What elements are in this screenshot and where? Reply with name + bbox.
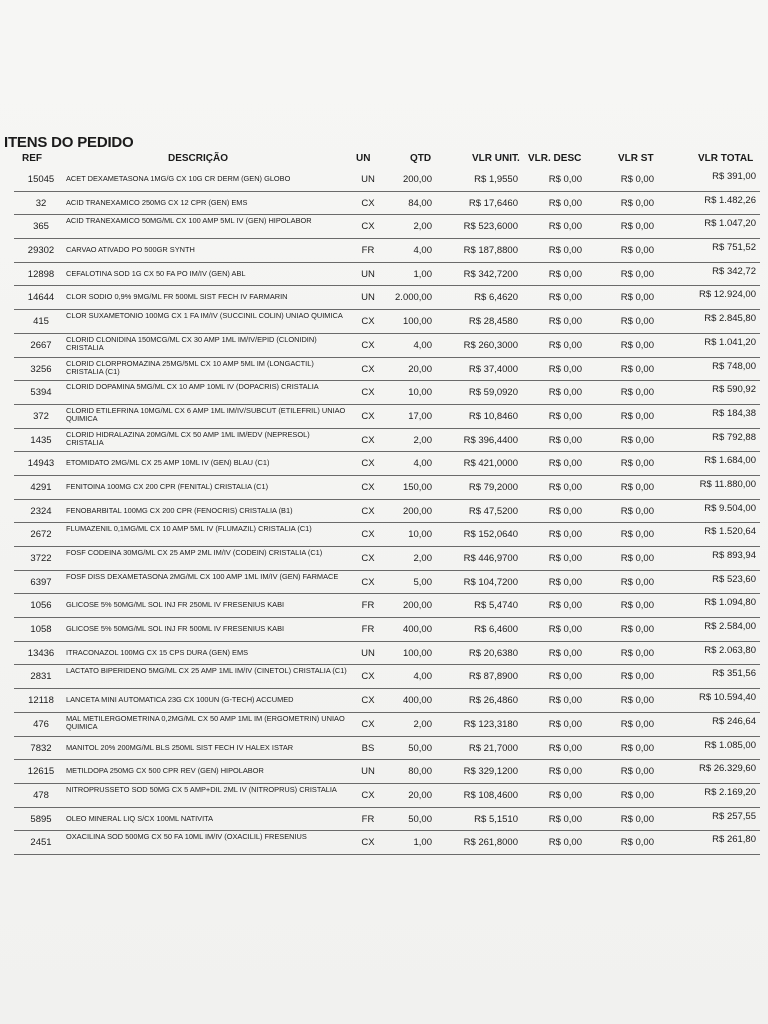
item-description: LANCETA MINI AUTOMATICA 23G CX 100UN (G-TECH) ACCUMED	[66, 695, 294, 705]
item-unit: CX	[361, 363, 375, 375]
item-unit: CX	[361, 458, 375, 470]
item-quantity: 4,00	[413, 458, 432, 470]
table-row	[0, 239, 768, 263]
item-description: FENITOINA 100MG CX 200 CPR (FENITAL) CRISTALIA (C1)	[66, 481, 269, 491]
item-quantity: 84,00	[408, 197, 432, 209]
item-unit-price: R$ 20,6380	[468, 647, 518, 659]
item-description: FOSF CODEINA 30MG/ML CX 25 AMP 2ML IM/IV (CODEIN) CRISTALIA (C1)	[66, 548, 323, 557]
table-row	[0, 642, 768, 666]
item-discount: R$ 0,00	[548, 221, 582, 233]
item-quantity: 2,00	[413, 434, 432, 446]
item-st-value: R$ 0,00	[620, 481, 654, 493]
item-total: R$ 751,52	[712, 242, 756, 254]
table-row	[0, 547, 768, 571]
item-quantity: 5,00	[413, 576, 432, 588]
item-description: FENOBARBITAL 100MG CX 200 CPR (FENOCRIS) CRISTALIA (B1)	[66, 505, 293, 515]
item-description: CEFALOTINA SOD 1G CX 50 FA PO IM/IV (GEN) ABL	[66, 268, 246, 278]
item-discount: R$ 0,00	[548, 458, 582, 470]
item-unit: CX	[361, 718, 375, 730]
item-quantity: 200,00	[402, 505, 432, 517]
item-total: R$ 246,64	[712, 715, 756, 727]
item-quantity: 10,00	[408, 529, 432, 541]
item-description: MAL METILERGOMETRINA 0,2MG/ML CX 50 AMP 1ML IM (ERGOMETRIN) UNIAO QUIMICA	[66, 713, 345, 732]
table-row	[0, 405, 768, 429]
item-unit-price: R$ 37,4000	[468, 363, 518, 375]
item-unit-price: R$ 523,6000	[463, 221, 518, 233]
item-ref: 5895	[30, 813, 52, 825]
item-unit-price: R$ 10,8460	[468, 410, 518, 422]
item-unit-price: R$ 108,4600	[463, 789, 518, 801]
col-vlr-desc: VLR. DESC	[528, 153, 582, 164]
item-discount: R$ 0,00	[548, 245, 582, 257]
table-row	[0, 760, 768, 784]
item-st-value: R$ 0,00	[620, 529, 654, 541]
col-ref: REF	[22, 153, 42, 164]
item-description: FOSF DISS DEXAMETASONA 2MG/ML CX 100 AMP 1ML IM/IV (GEN) FARMACE	[66, 571, 339, 581]
item-quantity: 2.000,00	[395, 292, 432, 304]
item-total: R$ 1.520,64	[704, 526, 756, 538]
item-discount: R$ 0,00	[548, 647, 582, 659]
table-row	[0, 665, 768, 689]
item-st-value: R$ 0,00	[620, 387, 654, 399]
item-quantity: 150,00	[402, 481, 432, 493]
item-quantity: 200,00	[402, 174, 432, 185]
item-discount: R$ 0,00	[548, 813, 582, 825]
item-st-value: R$ 0,00	[620, 434, 654, 446]
item-ref: 476	[33, 718, 49, 730]
item-discount: R$ 0,00	[548, 505, 582, 517]
item-unit: UN	[361, 766, 375, 778]
item-total: R$ 184,38	[712, 407, 756, 419]
table-row	[0, 452, 768, 476]
item-ref: 2667	[30, 339, 52, 351]
item-unit: CX	[361, 576, 375, 588]
item-total: R$ 1.041,20	[704, 336, 756, 348]
item-description: ACET DEXAMETASONA 1MG/G CX 10G CR DERM (GEN) GLOBO	[66, 174, 291, 183]
item-total: R$ 2.584,00	[704, 621, 756, 633]
item-unit: CX	[361, 695, 375, 707]
col-un: UN	[356, 153, 371, 164]
item-discount: R$ 0,00	[548, 837, 582, 849]
item-ref: 14943	[27, 458, 55, 470]
item-unit: UN	[361, 174, 375, 185]
item-unit-price: R$ 261,8000	[463, 837, 518, 849]
item-description: OLEO MINERAL LIQ S/CX 100ML NATIVITA	[66, 813, 214, 823]
item-total: R$ 1.085,00	[704, 739, 756, 751]
item-quantity: 400,00	[402, 695, 432, 707]
item-total: R$ 12.924,00	[698, 289, 756, 301]
item-discount: R$ 0,00	[548, 789, 582, 801]
item-unit-price: R$ 21,7000	[468, 742, 518, 754]
item-ref: 12898	[27, 268, 55, 280]
item-description: CLORID CLONIDINA 150MCG/ML CX 30 AMP 1ML IM/IV/EPID (CLONIDIN) CRISTALIA	[66, 334, 317, 353]
item-unit: CX	[361, 434, 375, 446]
table-row	[0, 381, 768, 405]
item-st-value: R$ 0,00	[620, 363, 654, 375]
item-discount: R$ 0,00	[548, 363, 582, 375]
item-st-value: R$ 0,00	[620, 174, 654, 185]
item-ref: 29302	[27, 245, 55, 257]
item-ref: 2324	[30, 505, 52, 517]
item-unit: UN	[361, 647, 375, 659]
table-row	[0, 618, 768, 642]
item-unit-price: R$ 152,0640	[463, 529, 518, 541]
item-description: CLOR SUXAMETONIO 100MG CX 1 FA IM/IV (SUCCINIL COLIN) UNIAO QUIMICA	[66, 311, 343, 321]
item-quantity: 4,00	[413, 245, 432, 257]
section-title: ITENS DO PEDIDO	[4, 134, 134, 151]
item-unit: CX	[361, 197, 375, 209]
table-row	[0, 689, 768, 713]
item-ref: 415	[33, 316, 49, 328]
item-unit-price: R$ 187,8800	[463, 245, 518, 257]
item-description: GLICOSE 5% 50MG/ML SOL INJ FR 250ML IV FRESENIUS KABI	[66, 600, 285, 610]
item-quantity: 2,00	[413, 221, 432, 233]
item-quantity: 400,00	[402, 624, 432, 636]
item-discount: R$ 0,00	[548, 600, 582, 612]
item-unit: CX	[361, 387, 375, 399]
item-quantity: 200,00	[402, 600, 432, 612]
item-unit-price: R$ 17,6460	[468, 197, 518, 209]
item-unit: FR	[361, 813, 375, 825]
item-description: MANITOL 20% 200MG/ML BLS 250ML SIST FECH IV HALEX ISTAR	[66, 742, 294, 752]
item-unit: CX	[361, 505, 375, 517]
item-st-value: R$ 0,00	[620, 339, 654, 351]
item-ref: 3256	[30, 363, 52, 375]
table-row	[0, 263, 768, 287]
item-ref: 3722	[30, 553, 52, 564]
item-discount: R$ 0,00	[548, 197, 582, 209]
item-total: R$ 1.047,20	[704, 218, 756, 230]
item-quantity: 4,00	[413, 339, 432, 351]
item-discount: R$ 0,00	[548, 339, 582, 351]
item-quantity: 4,00	[413, 671, 432, 683]
item-total: R$ 893,94	[712, 550, 756, 561]
item-st-value: R$ 0,00	[620, 789, 654, 801]
item-unit: CX	[361, 789, 375, 801]
col-vlr-unit: VLR UNIT.	[472, 153, 520, 164]
item-unit: FR	[361, 600, 375, 612]
item-description: GLICOSE 5% 50MG/ML SOL INJ FR 500ML IV FRESENIUS KABI	[66, 624, 285, 634]
item-discount: R$ 0,00	[548, 718, 582, 730]
item-unit: FR	[361, 624, 375, 636]
item-unit: CX	[361, 339, 375, 351]
item-quantity: 1,00	[413, 268, 432, 280]
item-discount: R$ 0,00	[548, 695, 582, 707]
item-quantity: 80,00	[408, 766, 432, 778]
item-total: R$ 26.329,60	[698, 763, 756, 775]
item-total: R$ 391,00	[712, 171, 756, 182]
item-unit: CX	[361, 316, 375, 328]
item-quantity: 20,00	[408, 363, 432, 375]
item-discount: R$ 0,00	[548, 268, 582, 280]
item-description: CLORID CLORPROMAZINA 25MG/5ML CX 10 AMP 5ML IM (LONGACTIL) CRISTALIA (C1)	[66, 358, 314, 376]
item-description: CLORID HIDRALAZINA 20MG/ML CX 50 AMP 1ML IM/EDV (NEPRESOL) CRISTALIA	[66, 429, 310, 447]
item-discount: R$ 0,00	[548, 174, 582, 185]
item-ref: 365	[33, 221, 49, 233]
item-description: CLORID ETILEFRINA 10MG/ML CX 6 AMP 1ML IM/IV/SUBCUT (ETILEFRIL) UNIAO QUIMICA	[66, 405, 346, 424]
item-st-value: R$ 0,00	[620, 268, 654, 280]
table-row	[0, 784, 768, 808]
item-total: R$ 1.684,00	[704, 455, 756, 467]
item-ref: 32	[35, 197, 47, 209]
item-unit: CX	[361, 837, 375, 849]
item-st-value: R$ 0,00	[620, 718, 654, 730]
item-quantity: 1,00	[413, 837, 432, 849]
col-desc: DESCRIÇÃO	[168, 153, 229, 164]
table-row	[0, 168, 768, 192]
item-st-value: R$ 0,00	[620, 245, 654, 257]
items-table	[0, 168, 768, 855]
item-st-value: R$ 0,00	[620, 576, 654, 588]
table-row	[0, 713, 768, 737]
item-unit: CX	[361, 481, 375, 493]
item-ref: 13436	[27, 647, 55, 659]
item-total: R$ 261,80	[712, 834, 756, 846]
item-description: METILDOPA 250MG CX 500 CPR REV (GEN) HIPOLABOR	[66, 766, 264, 776]
item-ref: 2451	[30, 837, 52, 849]
item-st-value: R$ 0,00	[620, 553, 654, 564]
item-st-value: R$ 0,00	[620, 695, 654, 707]
item-ref: 2672	[30, 529, 52, 541]
item-quantity: 2,00	[413, 718, 432, 730]
item-ref: 5394	[30, 387, 52, 399]
table-row	[0, 286, 768, 310]
table-row	[0, 192, 768, 216]
item-unit-price: R$ 123,3180	[463, 718, 518, 730]
item-description: ITRACONAZOL 100MG CX 15 CPS DURA (GEN) EMS	[66, 647, 249, 657]
item-st-value: R$ 0,00	[620, 458, 654, 470]
item-quantity: 10,00	[408, 387, 432, 399]
item-total: R$ 1.482,26	[704, 194, 756, 206]
item-description: CARVAO ATIVADO PO 500GR SYNTH	[66, 245, 195, 255]
table-row	[0, 523, 768, 547]
item-total: R$ 9.504,00	[704, 502, 756, 514]
item-st-value: R$ 0,00	[620, 647, 654, 659]
col-vlr-total: VLR TOTAL	[698, 153, 754, 164]
item-total: R$ 748,00	[712, 360, 756, 372]
item-description: FLUMAZENIL 0,1MG/ML CX 10 AMP 5ML IV (FLUMAZIL) CRISTALIA (C1)	[66, 524, 312, 534]
item-quantity: 50,00	[408, 813, 432, 825]
item-ref: 6397	[30, 576, 52, 588]
item-total: R$ 2.845,80	[704, 313, 756, 325]
item-description: OXACILINA SOD 500MG CX 50 FA 10ML IM/IV (OXACILIL) FRESENIUS	[66, 832, 307, 842]
item-unit-price: R$ 79,2000	[468, 481, 518, 493]
item-total: R$ 792,88	[712, 431, 756, 443]
col-vlr-st: VLR ST	[618, 153, 654, 164]
item-discount: R$ 0,00	[548, 387, 582, 399]
item-description: LACTATO BIPERIDENO 5MG/ML CX 25 AMP 1ML IM/IV (CINETOL) CRISTALIA (C1)	[66, 666, 347, 676]
item-unit-price: R$ 104,7200	[463, 576, 518, 588]
item-discount: R$ 0,00	[548, 766, 582, 778]
table-row	[0, 831, 768, 855]
item-total: R$ 351,56	[712, 668, 756, 680]
item-discount: R$ 0,00	[548, 624, 582, 636]
item-total: R$ 2.063,80	[704, 644, 756, 656]
item-discount: R$ 0,00	[548, 481, 582, 493]
col-qtd: QTD	[410, 153, 432, 164]
item-ref: 478	[33, 789, 49, 801]
item-total: R$ 2.169,20	[704, 786, 756, 798]
item-total: R$ 10.594,40	[698, 692, 756, 704]
item-discount: R$ 0,00	[548, 553, 582, 564]
table-row	[0, 215, 768, 239]
item-unit: BS	[361, 742, 375, 754]
table-row	[0, 358, 768, 382]
item-discount: R$ 0,00	[548, 576, 582, 588]
item-unit-price: R$ 260,3000	[463, 339, 518, 351]
item-total: R$ 342,72	[712, 265, 756, 277]
item-unit-price: R$ 87,8900	[468, 671, 518, 683]
item-ref: 14644	[27, 292, 55, 304]
item-unit: CX	[361, 221, 375, 233]
item-total: R$ 1.094,80	[704, 597, 756, 609]
item-unit: CX	[361, 671, 375, 683]
item-unit-price: R$ 6,4600	[474, 624, 518, 636]
table-row	[0, 594, 768, 618]
item-st-value: R$ 0,00	[620, 505, 654, 517]
item-ref: 1058	[30, 624, 52, 636]
item-st-value: R$ 0,00	[620, 742, 654, 754]
item-total: R$ 11.880,00	[699, 478, 756, 490]
item-unit-price: R$ 1,9550	[474, 174, 518, 185]
table-row	[0, 571, 768, 595]
table-row	[0, 808, 768, 832]
item-unit: CX	[361, 553, 375, 564]
item-unit: UN	[361, 268, 375, 280]
item-unit: CX	[361, 529, 375, 541]
item-st-value: R$ 0,00	[620, 671, 654, 683]
item-quantity: 100,00	[402, 316, 432, 328]
item-unit-price: R$ 446,9700	[463, 553, 518, 564]
item-st-value: R$ 0,00	[620, 837, 654, 849]
item-ref: 372	[33, 410, 49, 422]
item-unit-price: R$ 396,4400	[463, 434, 518, 446]
item-st-value: R$ 0,00	[620, 813, 654, 825]
item-st-value: R$ 0,00	[620, 221, 654, 233]
item-discount: R$ 0,00	[548, 292, 582, 304]
item-unit-price: R$ 5,1510	[474, 813, 518, 825]
item-discount: R$ 0,00	[548, 742, 582, 754]
item-total: R$ 590,92	[712, 384, 756, 396]
item-description: ACID TRANEXAMICO 250MG CX 12 CPR (GEN) EMS	[66, 197, 248, 207]
item-unit-price: R$ 28,4580	[468, 316, 518, 328]
table-row	[0, 429, 768, 453]
item-discount: R$ 0,00	[548, 434, 582, 446]
item-st-value: R$ 0,00	[620, 292, 654, 304]
item-unit-price: R$ 6,4620	[474, 292, 518, 304]
item-total: R$ 257,55	[712, 810, 756, 822]
table-row	[0, 334, 768, 358]
item-st-value: R$ 0,00	[620, 316, 654, 328]
item-unit: UN	[361, 292, 375, 304]
item-quantity: 20,00	[408, 789, 432, 801]
table-header	[0, 153, 768, 167]
item-discount: R$ 0,00	[548, 316, 582, 328]
item-ref: 7832	[30, 742, 52, 754]
item-ref: 15045	[27, 174, 55, 185]
item-ref: 12118	[28, 695, 54, 707]
item-ref: 4291	[30, 481, 52, 493]
item-unit: CX	[361, 410, 375, 422]
item-unit-price: R$ 47,5200	[468, 505, 518, 517]
item-description: NITROPRUSSETO SOD 50MG CX 5 AMP+DIL 2ML IV (NITROPRUS) CRISTALIA	[66, 784, 337, 794]
item-discount: R$ 0,00	[548, 671, 582, 683]
item-quantity: 50,00	[408, 742, 432, 754]
item-quantity: 17,00	[408, 410, 432, 422]
item-description: ETOMIDATO 2MG/ML CX 25 AMP 10ML IV (GEN) BLAU (C1)	[66, 458, 270, 468]
item-st-value: R$ 0,00	[620, 197, 654, 209]
item-st-value: R$ 0,00	[620, 600, 654, 612]
item-ref: 2831	[30, 671, 52, 683]
item-ref: 1435	[30, 434, 52, 446]
item-st-value: R$ 0,00	[620, 766, 654, 778]
table-row	[0, 737, 768, 761]
item-quantity: 100,00	[402, 647, 432, 659]
item-unit-price: R$ 59,0920	[468, 387, 518, 399]
item-description: CLOR SODIO 0,9% 9MG/ML FR 500ML SIST FECH IV FARMARIN	[66, 292, 288, 302]
table-row	[0, 310, 768, 334]
item-ref: 1056	[30, 600, 52, 612]
item-quantity: 2,00	[413, 553, 432, 564]
item-ref: 12615	[27, 766, 55, 778]
item-discount: R$ 0,00	[548, 410, 582, 422]
item-unit-price: R$ 342,7200	[463, 268, 518, 280]
item-unit-price: R$ 5,4740	[474, 600, 518, 612]
item-total: R$ 523,60	[712, 573, 756, 585]
table-row	[0, 500, 768, 524]
item-st-value: R$ 0,00	[620, 410, 654, 422]
item-discount: R$ 0,00	[548, 529, 582, 541]
item-unit-price: R$ 421,0000	[463, 458, 518, 470]
item-description: CLORID DOPAMINA 5MG/ML CX 10 AMP 10ML IV (DOPACRIS) CRISTALIA	[66, 382, 319, 392]
item-description: ACID TRANEXAMICO 50MG/ML CX 100 AMP 5ML IV (GEN) HIPOLABOR	[66, 216, 312, 226]
item-st-value: R$ 0,00	[620, 624, 654, 636]
item-unit-price: R$ 26,4860	[468, 695, 518, 707]
item-unit: FR	[361, 245, 375, 257]
item-unit-price: R$ 329,1200	[463, 766, 518, 778]
table-row	[0, 476, 768, 500]
